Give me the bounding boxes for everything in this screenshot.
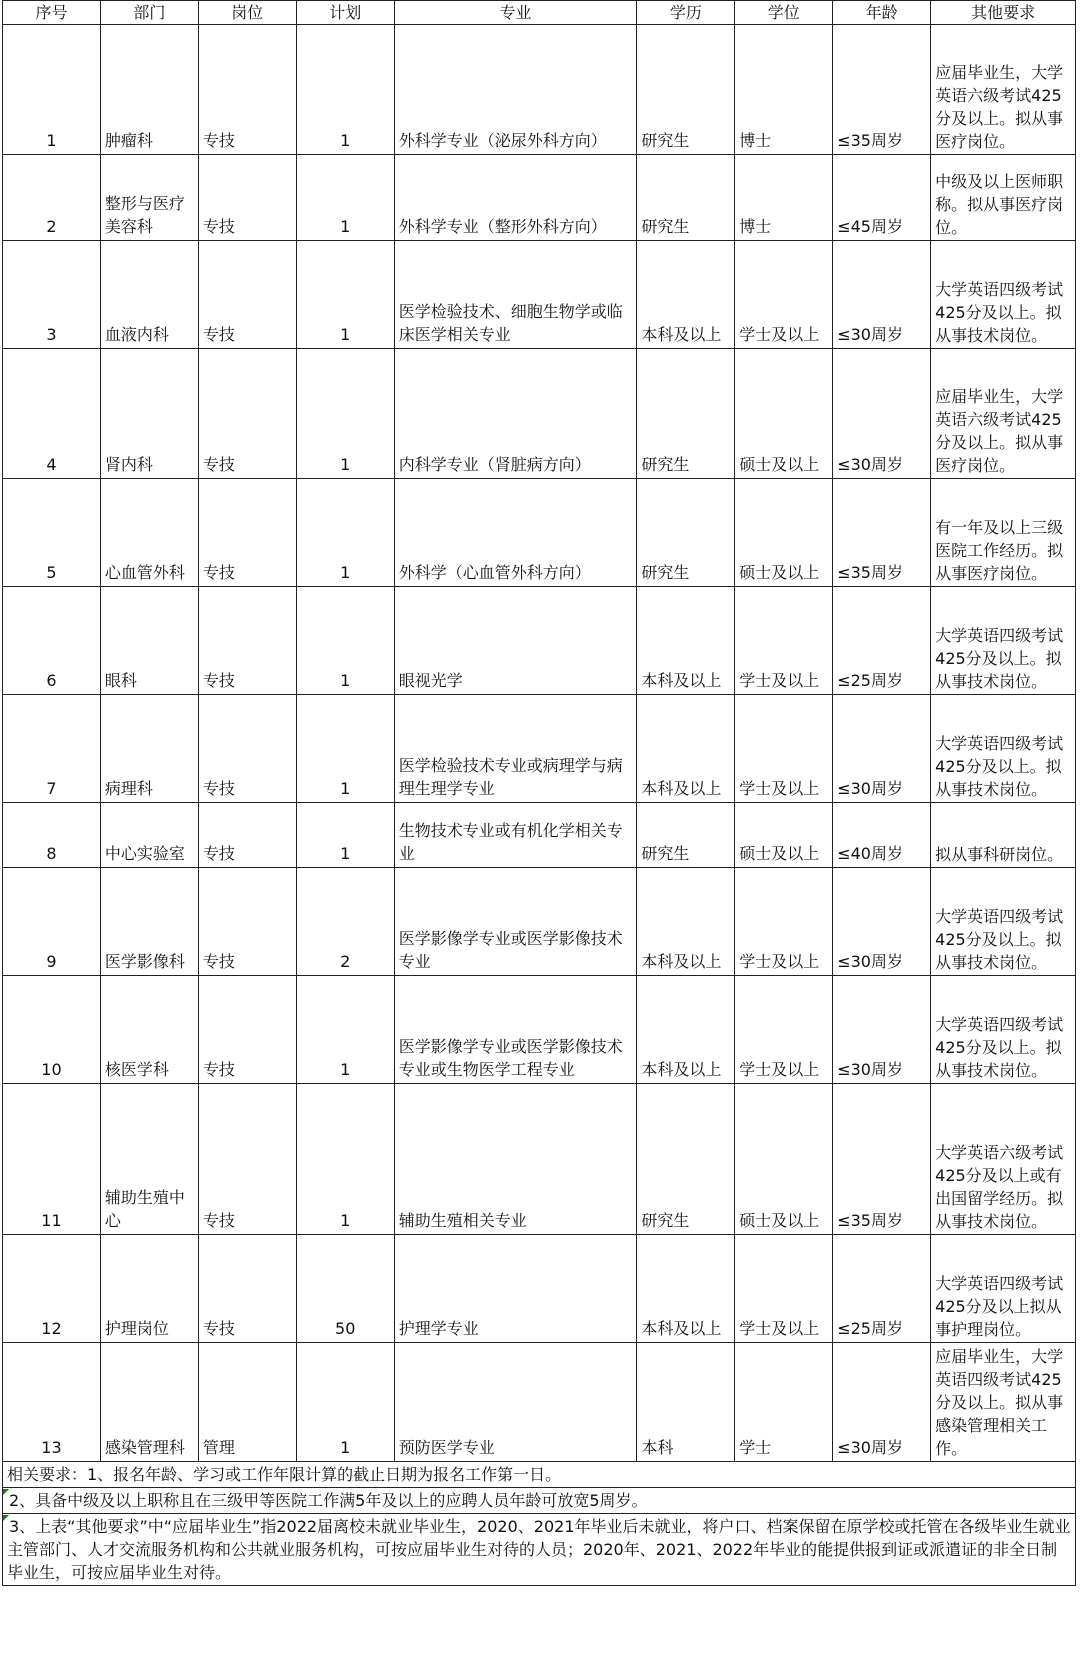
note-3: [3, 1514, 1076, 1586]
cell-degree: 硕士及以上: [735, 479, 833, 587]
cell-no: 9: [3, 868, 101, 976]
cell-no: 5: [3, 479, 101, 587]
table-row: [3, 25, 1076, 155]
cell-degree: 学士: [735, 1343, 833, 1462]
cell-major: 外科学专业（整形外科方向）: [394, 155, 637, 241]
cell-edu: 本科及以上: [637, 868, 735, 976]
note-2-text: 2、具备中级及以上职称且在三级甲等医院工作满5年及以上的应聘人员年龄可放宽5周岁。: [9, 1491, 648, 1510]
cell-major: 外科学（心血管外科方向）: [394, 479, 637, 587]
header-cell-plan: 计划: [296, 1, 394, 25]
cell-dept: 辅助生殖中心: [100, 1084, 198, 1235]
table-row: [3, 695, 1076, 803]
cell-degree: 硕士及以上: [735, 1084, 833, 1235]
cell-age: ≤25周岁: [833, 1235, 931, 1343]
table-row: [3, 349, 1076, 479]
cell-dept: 肿瘤科: [100, 25, 198, 155]
note-3-text: 3、上表“其他要求”中“应届毕业生”指2022届离校未就业毕业生，2020、2021年毕业后未就业，将户口、档案保留在原学校或托管在各级毕业生就业主管部门、人才交流服务机构和公共就业服务机构，可按应届毕业生对待的人员；2020年、2021、2022年毕业的能提供报到证或派遣证的非全日制毕业生，可按应届毕业生对待。: [7, 1517, 1071, 1582]
cell-edu: 本科及以上: [637, 695, 735, 803]
header-cell-no: 序号: [3, 1, 101, 25]
cell-plan: 1: [296, 976, 394, 1084]
cell-dept: 心血管外科: [100, 479, 198, 587]
table-row: [3, 241, 1076, 349]
cell-post: 专技: [198, 803, 296, 868]
table-header: [3, 1, 1076, 25]
cell-edu: 研究生: [637, 25, 735, 155]
cell-other: 应届毕业生，大学英语六级考试425分及以上。拟从事医疗岗位。: [931, 349, 1076, 479]
cell-other: 大学英语四级考试425分及以上。拟从事技术岗位。: [931, 868, 1076, 976]
cell-post: 专技: [198, 241, 296, 349]
note-row: [3, 1488, 1076, 1514]
cell-degree: 学士及以上: [735, 976, 833, 1084]
cell-age: ≤35周岁: [833, 1084, 931, 1235]
cell-plan: 1: [296, 695, 394, 803]
cell-age: ≤30周岁: [833, 349, 931, 479]
note-row: [3, 1514, 1076, 1586]
cell-degree: 博士: [735, 25, 833, 155]
cell-no: 2: [3, 155, 101, 241]
cell-other: 应届毕业生，大学英语四级考试425分及以上。拟从事感染管理相关工作。: [931, 1343, 1076, 1462]
note-2: [3, 1488, 1076, 1514]
cell-other: 大学英语四级考试425分及以上。拟从事技术岗位。: [931, 695, 1076, 803]
cell-other: 大学英语四级考试425分及以上。拟从事技术岗位。: [931, 976, 1076, 1084]
cell-no: 8: [3, 803, 101, 868]
cell-age: ≤30周岁: [833, 241, 931, 349]
note-row: [3, 1462, 1076, 1488]
cell-age: ≤35周岁: [833, 25, 931, 155]
cell-edu: 本科及以上: [637, 1235, 735, 1343]
cell-edu: 研究生: [637, 1084, 735, 1235]
cell-post: 专技: [198, 695, 296, 803]
cell-dept: 血液内科: [100, 241, 198, 349]
cell-degree: 硕士及以上: [735, 349, 833, 479]
table-row: [3, 155, 1076, 241]
cell-no: 3: [3, 241, 101, 349]
cell-degree: 学士及以上: [735, 587, 833, 695]
cell-age: ≤30周岁: [833, 868, 931, 976]
cell-edu: 研究生: [637, 155, 735, 241]
cell-degree: 学士及以上: [735, 241, 833, 349]
cell-age: ≤25周岁: [833, 587, 931, 695]
cell-other: 大学英语四级考试425分及以上。拟从事技术岗位。: [931, 241, 1076, 349]
cell-age: ≤35周岁: [833, 479, 931, 587]
cell-no: 1: [3, 25, 101, 155]
cell-major: 内科学专业（肾脏病方向）: [394, 349, 637, 479]
cell-post: 管理: [198, 1343, 296, 1462]
cell-major: 医学检验技术专业或病理学与病理生理学专业: [394, 695, 637, 803]
cell-edu: 研究生: [637, 479, 735, 587]
cell-plan: 50: [296, 1235, 394, 1343]
cell-no: 10: [3, 976, 101, 1084]
cell-post: 专技: [198, 587, 296, 695]
cell-plan: 1: [296, 25, 394, 155]
cell-other: 中级及以上医师职称。拟从事医疗岗位。: [931, 155, 1076, 241]
cell-edu: 研究生: [637, 803, 735, 868]
cell-age: ≤30周岁: [833, 695, 931, 803]
cell-dept: 整形与医疗美容科: [100, 155, 198, 241]
cell-other: 拟从事科研岗位。: [931, 803, 1076, 868]
table-row: [3, 976, 1076, 1084]
cell-plan: 1: [296, 587, 394, 695]
cell-plan: 2: [296, 868, 394, 976]
cell-major: 外科学专业（泌尿外科方向）: [394, 25, 637, 155]
cell-post: 专技: [198, 479, 296, 587]
cell-no: 11: [3, 1084, 101, 1235]
cell-major: 医学影像学专业或医学影像技术专业或生物医学工程专业: [394, 976, 637, 1084]
cell-edu: 本科及以上: [637, 976, 735, 1084]
header-cell-edu: 学历: [637, 1, 735, 25]
cell-edu: 本科: [637, 1343, 735, 1462]
cell-no: 4: [3, 349, 101, 479]
cell-post: 专技: [198, 868, 296, 976]
cell-no: 13: [3, 1343, 101, 1462]
cell-age: ≤30周岁: [833, 976, 931, 1084]
table-row: [3, 803, 1076, 868]
cell-major: 生物技术专业或有机化学相关专业: [394, 803, 637, 868]
cell-dept: 感染管理科: [100, 1343, 198, 1462]
table-row: [3, 868, 1076, 976]
cell-edu: 本科及以上: [637, 241, 735, 349]
cell-plan: 1: [296, 155, 394, 241]
cell-dept: 护理岗位: [100, 1235, 198, 1343]
cell-other: 有一年及以上三级医院工作经历。拟从事医疗岗位。: [931, 479, 1076, 587]
header-cell-other: 其他要求: [931, 1, 1076, 25]
header-cell-dept: 部门: [100, 1, 198, 25]
cell-dept: 肾内科: [100, 349, 198, 479]
cell-degree: 硕士及以上: [735, 803, 833, 868]
cell-post: 专技: [198, 1084, 296, 1235]
header-cell-age: 年龄: [833, 1, 931, 25]
cell-other: 大学英语四级考试425分及以上拟从事护理岗位。: [931, 1235, 1076, 1343]
cell-major: 预防医学专业: [394, 1343, 637, 1462]
cell-no: 7: [3, 695, 101, 803]
cell-major: 医学检验技术、细胞生物学或临床医学相关专业: [394, 241, 637, 349]
cell-age: ≤45周岁: [833, 155, 931, 241]
cell-major: 眼视光学: [394, 587, 637, 695]
cell-post: 专技: [198, 155, 296, 241]
cell-plan: 1: [296, 803, 394, 868]
cell-other: 大学英语四级考试425分及以上。拟从事技术岗位。: [931, 587, 1076, 695]
table-row: [3, 1343, 1076, 1462]
cell-plan: 1: [296, 1084, 394, 1235]
table-row: [3, 587, 1076, 695]
recruitment-table: [2, 0, 1076, 1586]
cell-age: ≤40周岁: [833, 803, 931, 868]
cell-major: 护理学专业: [394, 1235, 637, 1343]
cell-plan: 1: [296, 349, 394, 479]
cell-post: 专技: [198, 25, 296, 155]
cell-dept: 中心实验室: [100, 803, 198, 868]
table-row: [3, 1235, 1076, 1343]
cell-degree: 学士及以上: [735, 868, 833, 976]
header-cell-major: 专业: [394, 1, 637, 25]
cell-no: 6: [3, 587, 101, 695]
cell-major: 医学影像学专业或医学影像技术专业: [394, 868, 637, 976]
table-body: [3, 25, 1076, 1462]
cell-degree: 学士及以上: [735, 695, 833, 803]
cell-dept: 病理科: [100, 695, 198, 803]
recruitment-table-sheet: [2, 0, 1076, 1586]
table-row: [3, 1084, 1076, 1235]
cell-age: ≤30周岁: [833, 1343, 931, 1462]
cell-degree: 学士及以上: [735, 1235, 833, 1343]
cell-plan: 1: [296, 1343, 394, 1462]
cell-edu: 研究生: [637, 349, 735, 479]
cell-dept: 眼科: [100, 587, 198, 695]
header-cell-degree: 学位: [735, 1, 833, 25]
cell-post: 专技: [198, 349, 296, 479]
cell-other: 应届毕业生，大学英语六级考试425分及以上。拟从事医疗岗位。: [931, 25, 1076, 155]
note-1: 相关要求：1、报名年龄、学习或工作年限计算的截止日期为报名工作第一日。: [3, 1462, 1076, 1488]
table-row: [3, 479, 1076, 587]
cell-major: 辅助生殖相关专业: [394, 1084, 637, 1235]
notes-section: [3, 1462, 1076, 1586]
header-cell-post: 岗位: [198, 1, 296, 25]
cell-plan: 1: [296, 241, 394, 349]
cell-post: 专技: [198, 976, 296, 1084]
cell-dept: 核医学科: [100, 976, 198, 1084]
cell-post: 专技: [198, 1235, 296, 1343]
cell-dept: 医学影像科: [100, 868, 198, 976]
cell-no: 12: [3, 1235, 101, 1343]
cell-other: 大学英语六级考试425分及以上或有出国留学经历。拟从事技术岗位。: [931, 1084, 1076, 1235]
cell-plan: 1: [296, 479, 394, 587]
cell-degree: 博士: [735, 155, 833, 241]
cell-edu: 本科及以上: [637, 587, 735, 695]
